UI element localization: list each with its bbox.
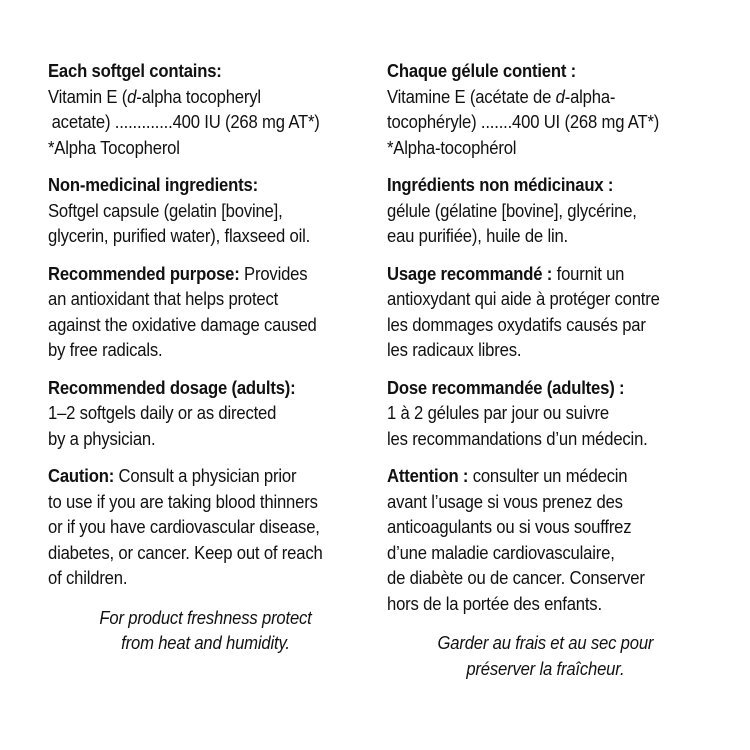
fr-purpose-line-3: les dommages oxydatifs causés par xyxy=(387,313,646,335)
en-dosage-line-2: by a physician. xyxy=(48,427,156,449)
en-purpose-line-2: an antioxidant that helps protect xyxy=(48,288,279,309)
en-caution-heading: Caution: xyxy=(48,465,115,486)
en-purpose-line-4: by free radicals. xyxy=(48,339,163,360)
en-note-line-1: For product freshness protect xyxy=(99,606,312,628)
en-caution-line-4: diabetes, or cancer. Keep out of reach xyxy=(48,541,323,563)
fr-dosage-line-1: 1 à 2 gélules par jour ou suivre xyxy=(387,402,609,423)
en-purpose-line-1: Recommended purpose: Provides xyxy=(48,262,308,284)
fr-nonmed-line-1: gélule (gélatine [bovine], glycérine, xyxy=(387,199,637,221)
en-caution-line-2: to use if you are taking blood thinners xyxy=(48,490,318,512)
en-dosage-line-1: 1–2 softgels daily or as directed xyxy=(48,402,277,423)
fr-nonmedicinal-section xyxy=(387,172,704,249)
fr-caution-line-5: de diabète ou de cancer. Conserver xyxy=(387,567,645,588)
fr-caution-line-2: avant l’usage si vous prenez des xyxy=(387,490,623,512)
fr-contents-line-3: *Alpha-tocophérol xyxy=(387,136,517,158)
en-caution-line-1: Caution: Consult a physician prior xyxy=(48,465,297,486)
fr-dosage-section xyxy=(387,375,704,452)
fr-caution-line-1: Attention : consulter un médecin xyxy=(387,465,628,486)
en-nonmed-line-2: glycerin, purified water), flaxseed oil. xyxy=(48,225,311,246)
fr-contents-heading: Chaque gélule contient : xyxy=(387,60,577,81)
fr-note-line-1: Garder au frais et au sec pour xyxy=(437,632,654,653)
fr-purpose-line-2: antioxydant qui aide à protéger contre xyxy=(387,288,660,309)
fr-freshness-note xyxy=(387,630,704,681)
en-contents-line-3: *Alpha Tocopherol xyxy=(48,136,180,158)
fr-purpose-line-4: les radicaux libres. xyxy=(387,339,522,360)
fr-nonmed-heading: Ingrédients non médicinaux : xyxy=(387,174,614,195)
en-dosage-heading: Recommended dosage (adults): xyxy=(48,376,296,398)
fr-purpose-line-1: Usage recommandé : fournit un xyxy=(387,262,625,284)
fr-caution-line-6: hors de la portée des enfants. xyxy=(387,592,602,614)
en-caution-line-3: or if you have cardiovascular disease, xyxy=(48,516,320,537)
fr-caution-line-4: d’une maladie cardiovasculaire, xyxy=(387,541,615,563)
fr-contents-line-2: tocophéryle) .......400 UI (268 mg AT*) xyxy=(387,111,660,132)
en-note-line-2: from heat and humidity. xyxy=(121,632,290,653)
fr-caution-section xyxy=(387,463,704,616)
fr-contents-line-1: Vitamine E (acétate de d-alpha- xyxy=(387,85,616,107)
en-nonmed-heading: Non-medicinal ingredients: xyxy=(48,174,258,195)
fr-note-line-2: préserver la fraîcheur. xyxy=(466,657,625,679)
fr-caution-line-3: anticoagulants ou si vous souffrez xyxy=(387,516,632,537)
en-caution-line-5: of children. xyxy=(48,567,128,588)
fr-dosage-heading: Dose recommandée (adultes) : xyxy=(387,376,625,398)
en-nonmedicinal-section xyxy=(48,172,363,249)
en-purpose-section xyxy=(48,261,363,363)
en-nonmed-line-1: Softgel capsule (gelatin [bovine], xyxy=(48,199,283,221)
en-purpose-line-3: against the oxidative damage caused xyxy=(48,313,317,335)
en-caution-section xyxy=(48,463,363,591)
en-dosage-section xyxy=(48,375,363,452)
fr-caution-heading: Attention : xyxy=(387,465,469,486)
en-contents-line-1: Vitamin E (d-alpha tocopheryl xyxy=(48,85,261,107)
fr-purpose-heading: Usage recommandé : xyxy=(387,262,553,284)
en-contents-heading: Each softgel contains: xyxy=(48,60,222,81)
en-purpose-heading: Recommended purpose: xyxy=(48,262,240,284)
fr-contents-section xyxy=(387,58,704,160)
en-freshness-note xyxy=(48,605,363,656)
french-column xyxy=(387,58,704,681)
en-contents-line-2: acetate) .............400 IU (268 mg AT*) xyxy=(51,111,320,132)
fr-dosage-line-2: les recommandations d’un médecin. xyxy=(387,427,648,449)
fr-purpose-section xyxy=(387,261,704,363)
fr-nonmed-line-2: eau purifiée), huile de lin. xyxy=(387,225,569,246)
en-contents-section xyxy=(48,58,363,160)
english-column xyxy=(48,58,363,656)
